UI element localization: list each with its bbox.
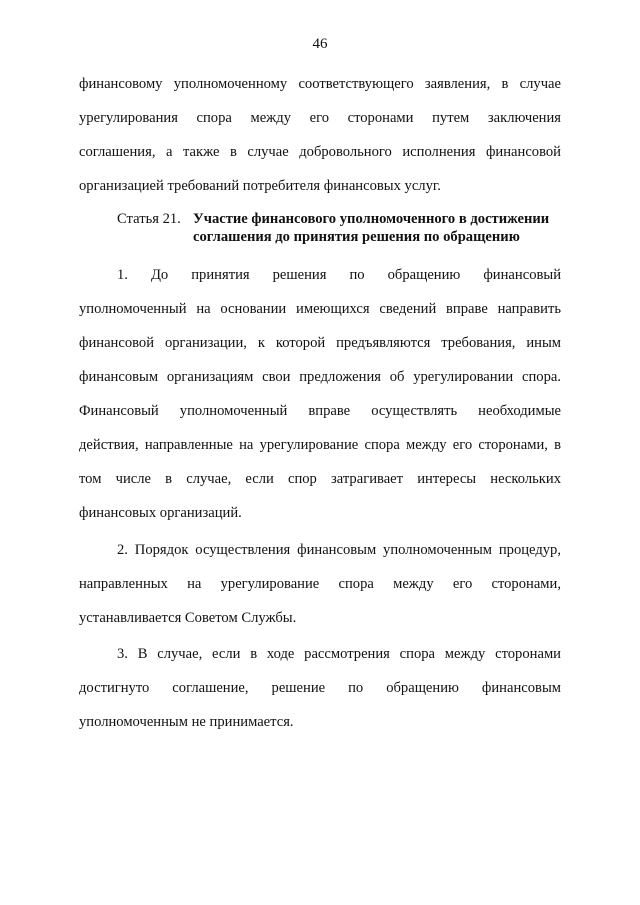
- text-line: действия, направленные на урегулирование спора между его сторонами, в: [79, 437, 561, 453]
- text-line: достигнуто соглашение, решение по обращению финансовым: [79, 680, 561, 696]
- text-line: финансовых организаций.: [79, 505, 242, 521]
- text-line: устанавливается Советом Службы.: [79, 610, 297, 626]
- text-line: уполномоченный на основании имеющихся сведений вправе направить: [79, 301, 561, 317]
- text-line: финансовым организациям свои предложения об урегулировании спора.: [79, 369, 561, 385]
- text-line: организацией требований потребителя финансовых услуг.: [79, 178, 441, 194]
- text-line: 2. Порядок осуществления финансовым уполномоченным процедур,: [117, 542, 561, 558]
- text-line: финансовой организации, к которой предъявляются требования, иным: [79, 335, 561, 351]
- article-title-line: соглашения до принятия решения по обращению: [193, 229, 520, 245]
- page-number: 46: [312, 36, 328, 52]
- text-line: том числе в случае, если спор затрагивает интересы нескольких: [79, 471, 561, 487]
- text-line: уполномоченным не принимается.: [79, 714, 294, 730]
- text-line: урегулирования спора между его сторонами путем заключения: [79, 110, 561, 126]
- article-title-line: Участие финансового уполномоченного в достижении: [193, 211, 550, 227]
- text-line: направленных на урегулирование спора между его сторонами,: [79, 576, 561, 592]
- article-label: Статья 21.: [117, 211, 181, 227]
- text-line: соглашения, а также в случае добровольного исполнения финансовой: [79, 144, 561, 160]
- text-line: Финансовый уполномоченный вправе осуществлять необходимые: [79, 403, 561, 419]
- text-line: финансовому уполномоченному соответствующего заявления, в случае: [79, 76, 561, 92]
- text-line: 3. В случае, если в ходе рассмотрения спора между сторонами: [117, 646, 561, 662]
- text-line: 1. До принятия решения по обращению финансовый: [117, 267, 561, 283]
